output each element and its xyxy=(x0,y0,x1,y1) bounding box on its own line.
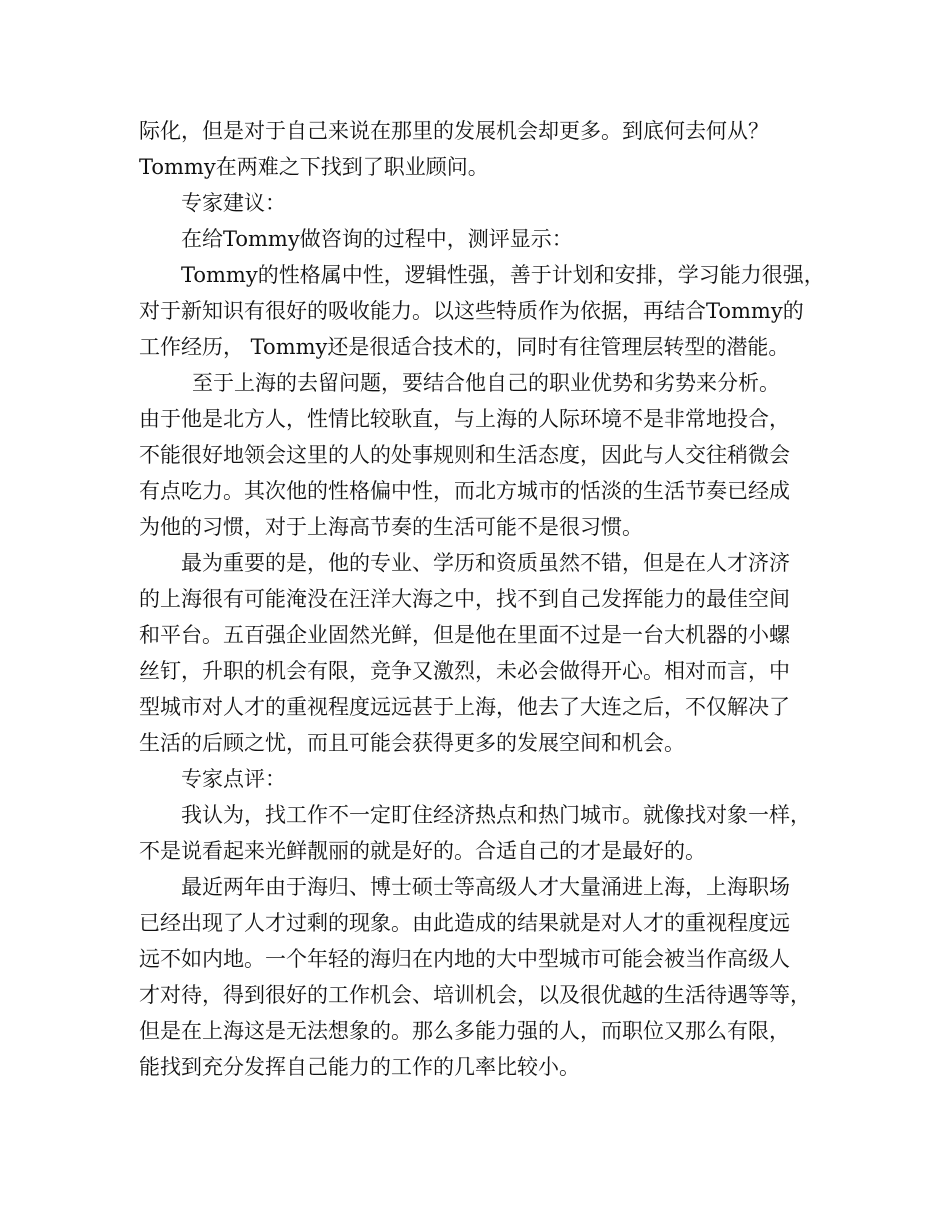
text-line: 至于上海的去留问题，要结合他自己的职业优势和劣势来分析。 xyxy=(192,371,780,395)
text-line: 远不如内地。一个年轻的海归在内地的大中型城市可能会被当作高级人 xyxy=(139,947,790,971)
text-line: 生活的后顾之忧，而且可能会获得更多的发展空间和机会。 xyxy=(139,731,685,755)
text-line: 由于他是北方人，性情比较耿直，与上海的人际环境不是非常地投合， xyxy=(139,407,790,431)
text-line: 型城市对人才的重视程度远远甚于上海，他去了大连之后，不仅解决了 xyxy=(139,695,790,719)
section-heading: 专家点评： xyxy=(181,767,286,791)
text-line: 丝钉，升职的机会有限，竞争又激烈，未必会做得开心。相对而言，中 xyxy=(139,659,790,683)
text-line: 对于新知识有很好的吸收能力。以这些特质作为依据，再结合Tommy的 xyxy=(139,299,804,323)
section-heading: 专家建议： xyxy=(181,191,286,215)
text-line: 我认为，找工作不一定盯住经济热点和热门城市。就像找对象一样， xyxy=(181,803,811,827)
text-line: 但是在上海这是无法想象的。那么多能力强的人，而职位又那么有限， xyxy=(139,1019,790,1043)
text-line: 工作经历， Tommy还是很适合技术的，同时有往管理层转型的潜能。 xyxy=(139,335,790,359)
text-line: 有点吃力。其次他的性格偏中性，而北方城市的恬淡的生活节奏已经成 xyxy=(139,479,790,503)
text-line: 在给Tommy做咨询的过程中，测评显示： xyxy=(181,227,573,251)
text-line: 能找到充分发挥自己能力的工作的几率比较小。 xyxy=(139,1055,580,1079)
text-line: 才对待，得到很好的工作机会、培训机会，以及很优越的生活待遇等等， xyxy=(139,983,811,1007)
text-line: 不是说看起来光鲜靓丽的就是好的。合适自己的才是最好的。 xyxy=(139,839,706,863)
text-line: 际化，但是对于自己来说在那里的发展机会却更多。到底何去何从？ xyxy=(139,119,769,143)
text-line: 为他的习惯，对于上海高节奏的生活可能不是很习惯。 xyxy=(139,515,643,539)
text-line: 已经出现了人才过剩的现象。由此造成的结果就是对人才的重视程度远 xyxy=(139,911,790,935)
text-line: 最近两年由于海归、博士硕士等高级人才大量涌进上海，上海职场 xyxy=(181,875,790,899)
text-line: 最为重要的是，他的专业、学历和资质虽然不错，但是在人才济济 xyxy=(181,551,790,575)
text-line: Tommy在两难之下找到了职业顾问。 xyxy=(139,155,489,179)
text-line: 的上海很有可能淹没在汪洋大海之中，找不到自己发挥能力的最佳空间 xyxy=(139,587,790,611)
text-line: 和平台。五百强企业固然光鲜，但是他在里面不过是一台大机器的小螺 xyxy=(139,623,790,647)
text-line: 不能很好地领会这里的人的处事规则和生活态度，因此与人交往稍微会 xyxy=(139,443,790,467)
text-line: Tommy的性格属中性，逻辑性强，善于计划和安排，学习能力很强， xyxy=(181,263,825,287)
